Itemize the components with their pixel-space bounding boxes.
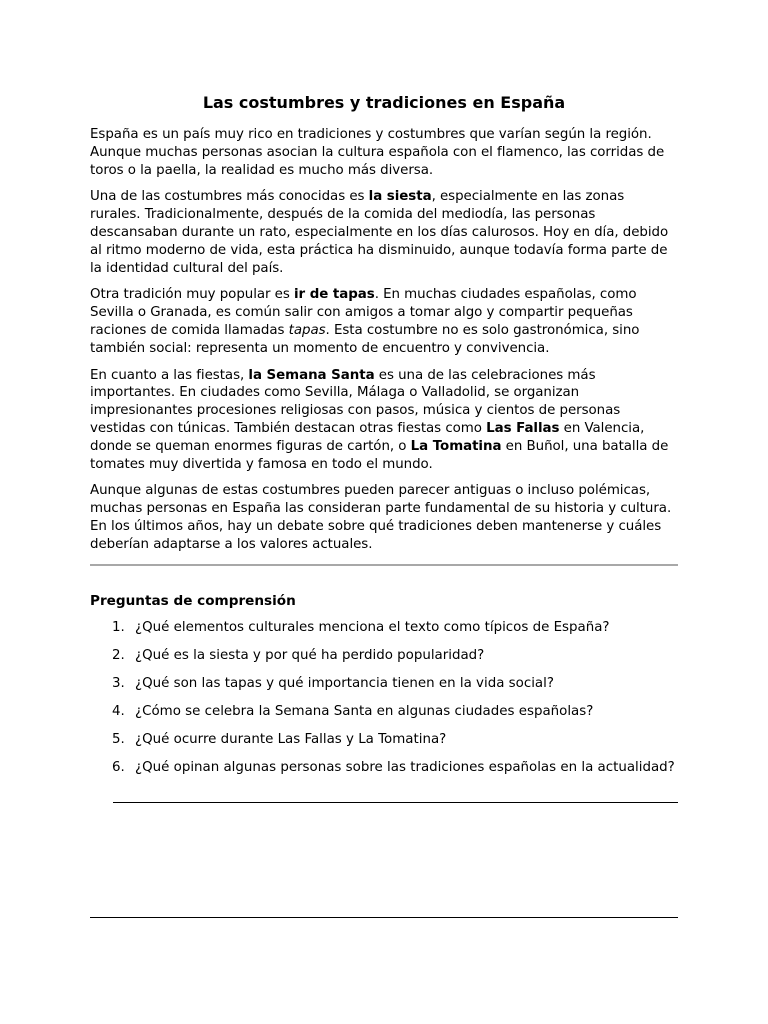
answer-line bbox=[113, 802, 678, 803]
bold-term: la Semana Santa bbox=[248, 367, 375, 383]
paragraph-text: En cuanto a las fiestas, bbox=[90, 367, 249, 383]
paragraph-text: en Valencia, donde se queman enormes figuras de cartón, o bbox=[90, 420, 645, 454]
document-page bbox=[90, 92, 678, 788]
question-number: 3. bbox=[112, 675, 125, 691]
question-item bbox=[90, 675, 678, 693]
question-item bbox=[90, 731, 678, 749]
bold-term: ir de tapas bbox=[294, 287, 375, 303]
bottom-divider bbox=[90, 917, 678, 918]
paragraph-text: España es un país muy rico en tradiciones y costumbres que varían según la región. Aunque muchas personas asocian la cultura española con el flamenco, las corridas de toros o la paella, la realidad es mucho más diversa. bbox=[90, 127, 665, 178]
question-text: ¿Qué opinan algunas personas sobre las tradiciones españolas en la actualidad? bbox=[135, 760, 675, 776]
paragraph-text: es una de las celebraciones más importantes. En ciudades como Sevilla, Málaga o Valladolid, se organizan impresionantes procesiones religiosas con pasos, música y cientos de personas vestidas con túnicas. También destacan otras fiestas como bbox=[90, 367, 621, 436]
paragraph-text: en Buñol, una batalla de tomates muy divertida y famosa en todo el mundo. bbox=[90, 438, 669, 472]
paragraph-text: . En muchas ciudades españolas, como Sevilla o Granada, es común salir con amigos a tomar algo y compartir pequeñas raciones de comida llamadas bbox=[90, 287, 637, 338]
question-item bbox=[90, 703, 678, 721]
questions-heading: Preguntas de comprensión bbox=[90, 592, 296, 609]
question-number: 4. bbox=[112, 704, 125, 720]
question-item bbox=[90, 647, 678, 665]
paragraph bbox=[90, 367, 678, 474]
document-title: Las costumbres y tradiciones en España bbox=[202, 93, 566, 112]
section-divider bbox=[90, 564, 678, 566]
paragraph-text: . Esta costumbre no es solo gastronómica, sino también social: representa un momento de encuentro y convivencia. bbox=[90, 322, 640, 356]
italic-term: tapas bbox=[288, 322, 326, 338]
question-text: ¿Qué ocurre durante Las Fallas y La Tomatina? bbox=[135, 732, 447, 748]
document-body bbox=[90, 126, 678, 554]
paragraph-text: Otra tradición muy popular es bbox=[90, 287, 295, 303]
question-text: ¿Cómo se celebra la Semana Santa en algunas ciudades españolas? bbox=[135, 704, 594, 720]
bold-term: la siesta bbox=[368, 189, 432, 205]
question-item bbox=[90, 759, 678, 777]
paragraph bbox=[90, 482, 678, 553]
question-text: ¿Qué son las tapas y qué importancia tienen en la vida social? bbox=[135, 675, 554, 691]
questions-list bbox=[90, 619, 678, 778]
question-number: 2. bbox=[112, 647, 125, 663]
bold-term: La Tomatina bbox=[410, 438, 502, 454]
paragraph-text: , especialmente en las zonas rurales. Tradicionalmente, después de la comida del mediodía, las personas descansaban durante un rato, especialmente en los días calurosos. Hoy en día, debido al ritmo moderno de vida, esta práctica ha disminuido, aunque todavía forma parte de la identidad cultural del país. bbox=[90, 189, 669, 276]
question-number: 1. bbox=[112, 619, 125, 635]
paragraph bbox=[90, 286, 678, 357]
paragraph bbox=[90, 126, 678, 179]
paragraph-text: Una de las costumbres más conocidas es bbox=[90, 189, 369, 205]
paragraph bbox=[90, 188, 678, 277]
question-text: ¿Qué elementos culturales menciona el texto como típicos de España? bbox=[135, 619, 610, 635]
question-number: 6. bbox=[112, 760, 125, 776]
question-item bbox=[90, 619, 678, 637]
question-text: ¿Qué es la siesta y por qué ha perdido popularidad? bbox=[135, 647, 485, 663]
paragraph-text: Aunque algunas de estas costumbres pueden parecer antiguas o incluso polémicas, muchas personas en España las consideran parte fundamental de su historia y cultura. En los últimos años, hay un debate sobre qué tradiciones deben mantenerse y cuáles deberían adaptarse a los valores actuales. bbox=[90, 483, 672, 552]
question-number: 5. bbox=[112, 732, 125, 748]
bold-term: Las Fallas bbox=[486, 420, 560, 436]
